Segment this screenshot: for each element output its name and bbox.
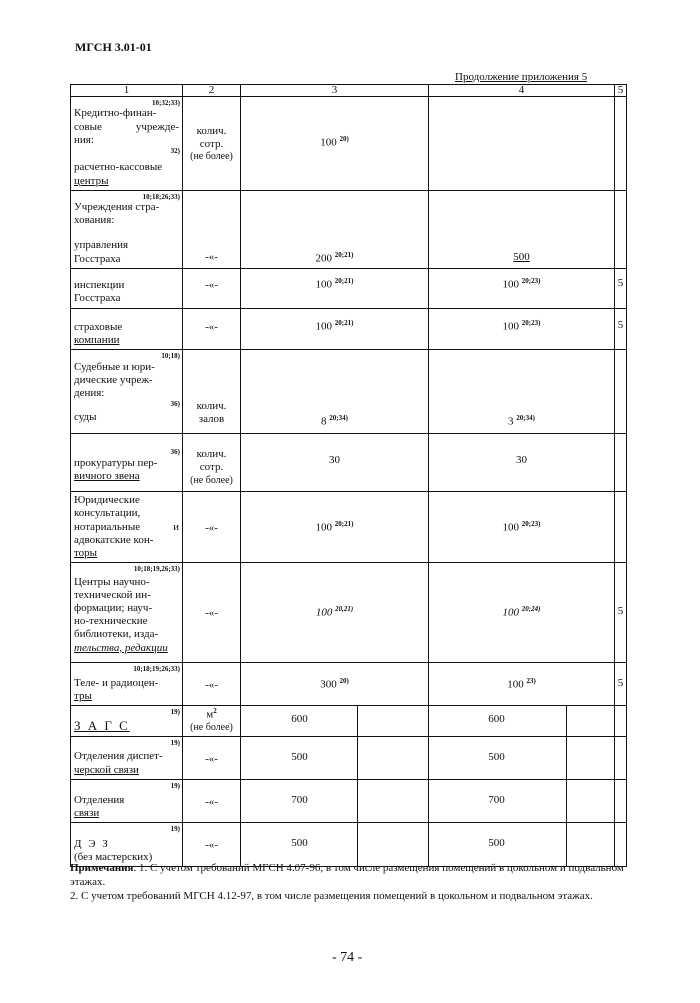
unit-line: залов bbox=[198, 413, 225, 426]
value: -«- bbox=[205, 839, 218, 852]
row-label bbox=[71, 190, 183, 268]
row-label bbox=[71, 663, 183, 706]
label-line: библиотеки, изда- bbox=[74, 628, 159, 641]
row-label bbox=[71, 434, 183, 492]
value-cell bbox=[429, 308, 615, 349]
row-label bbox=[71, 97, 183, 191]
unit-line: м bbox=[206, 708, 214, 721]
value-cell bbox=[615, 268, 627, 308]
value: 500 bbox=[291, 750, 308, 763]
value: 30 bbox=[516, 454, 527, 467]
value: 500 bbox=[513, 250, 530, 263]
value-cell bbox=[429, 779, 615, 823]
label-line: Юридические bbox=[74, 494, 140, 507]
footnote-ref: 19) bbox=[170, 707, 180, 716]
value: 8 bbox=[321, 415, 327, 428]
label-line: Теле- и радиоцен- bbox=[74, 676, 159, 689]
footnote-ref: 20;23) bbox=[521, 276, 541, 285]
footnote-ref: 36) bbox=[170, 400, 180, 409]
note-1 bbox=[70, 861, 630, 889]
subdivider bbox=[566, 779, 567, 824]
label-line: ния: bbox=[74, 133, 94, 146]
value: 100 bbox=[502, 606, 520, 619]
unit-cell bbox=[183, 268, 241, 308]
value-cell bbox=[615, 434, 627, 492]
value: 30 bbox=[329, 454, 340, 467]
value-cell bbox=[241, 350, 429, 434]
subdivider bbox=[566, 705, 567, 737]
col-header: 5 bbox=[615, 85, 627, 97]
value: 700 bbox=[291, 793, 308, 806]
value-cell bbox=[615, 190, 627, 268]
table-row bbox=[71, 308, 627, 349]
unit-cell bbox=[183, 492, 241, 563]
row-label bbox=[71, 779, 183, 823]
value: 5 bbox=[617, 605, 624, 618]
label-line: Госстраха bbox=[74, 252, 121, 265]
label-line: нотариальные и bbox=[74, 520, 179, 533]
value-cell bbox=[429, 492, 615, 563]
col-header: 4 bbox=[429, 85, 615, 97]
label-line: прокуратуры пер- bbox=[74, 456, 158, 469]
unit-sup: 2 bbox=[213, 706, 217, 715]
footnote-ref: 20) bbox=[339, 677, 349, 686]
label-line: Центры научно- bbox=[74, 575, 150, 588]
label-line: но-технические bbox=[74, 615, 148, 628]
note-2: 2. С учетом требований МГСН 4.12-97, в том числе размещения помещений в цокольном и подвальном этажах. bbox=[70, 890, 593, 902]
label-line: компании bbox=[74, 334, 120, 347]
value: 3 bbox=[508, 415, 514, 428]
value-cell bbox=[429, 97, 615, 191]
value: 100 bbox=[507, 678, 524, 691]
subdivider bbox=[357, 736, 358, 780]
label-line: Госстраха bbox=[74, 292, 121, 305]
row-label bbox=[71, 736, 183, 779]
value: -«- bbox=[205, 278, 218, 291]
table-row bbox=[71, 97, 627, 191]
label-line: З А Г С bbox=[74, 718, 130, 734]
value: 200 bbox=[315, 252, 333, 265]
value-cell bbox=[615, 705, 627, 736]
label-line: тельства, редакции bbox=[74, 641, 168, 654]
label-line: связи bbox=[74, 807, 100, 820]
value: -«- bbox=[205, 795, 218, 808]
footnote-ref: 20;23) bbox=[521, 318, 541, 327]
label-line: Судебные и юри- bbox=[74, 360, 155, 373]
value: 100 bbox=[502, 320, 520, 333]
col-header: 2 bbox=[183, 85, 241, 97]
footnote-ref: 20;34) bbox=[516, 414, 535, 423]
subdivider bbox=[357, 779, 358, 824]
subdivider bbox=[566, 736, 567, 780]
label-line: вичного звена bbox=[74, 469, 140, 482]
row-label bbox=[71, 308, 183, 349]
value: 100 bbox=[315, 320, 333, 333]
unit-line: колич. bbox=[196, 448, 227, 461]
value: -«- bbox=[205, 679, 218, 692]
value: 600 bbox=[488, 712, 505, 725]
value-cell bbox=[241, 736, 429, 779]
unit-cell bbox=[183, 97, 241, 191]
unit-cell bbox=[183, 434, 241, 492]
value: 600 bbox=[291, 712, 308, 725]
row-label bbox=[71, 563, 183, 663]
table-row bbox=[71, 563, 627, 663]
value-cell bbox=[429, 563, 615, 663]
footnote-ref: 20) bbox=[339, 135, 349, 143]
unit-line: (не более) bbox=[190, 474, 233, 486]
label-line: технической ин- bbox=[74, 588, 151, 601]
table-row bbox=[71, 663, 627, 706]
value-cell bbox=[241, 268, 429, 308]
value: 100 bbox=[320, 136, 337, 149]
value: 100 bbox=[315, 278, 333, 291]
footnote-ref: 19) bbox=[170, 738, 180, 747]
header-row bbox=[71, 85, 627, 97]
footnote-ref: 10;32;33) bbox=[152, 99, 180, 107]
footnote-ref: 20,21) bbox=[335, 605, 354, 614]
unit-line: (не более) bbox=[190, 721, 233, 733]
value: 100 bbox=[502, 521, 520, 534]
value: 500 bbox=[488, 750, 505, 763]
footnote-ref: 36) bbox=[170, 448, 180, 457]
unit-line: колич. bbox=[196, 400, 227, 413]
footnote-ref: 10;18) bbox=[161, 352, 180, 361]
footnote-ref: 19) bbox=[170, 825, 180, 834]
label-line: расчетно-кассовые bbox=[74, 161, 163, 174]
value: 300 bbox=[320, 678, 337, 691]
label-line: центры bbox=[74, 174, 109, 187]
label-line: инспекции bbox=[74, 278, 125, 291]
row-label bbox=[71, 492, 183, 563]
value: -«- bbox=[205, 250, 218, 263]
label-line: Кредитно-финан- bbox=[74, 107, 157, 120]
value-cell bbox=[429, 190, 615, 268]
notes bbox=[70, 861, 630, 903]
unit-cell bbox=[183, 308, 241, 349]
value: 100 bbox=[502, 278, 520, 291]
value-cell bbox=[615, 308, 627, 349]
value-cell bbox=[241, 308, 429, 349]
label-line: Д Э З bbox=[74, 837, 110, 850]
footnote-ref: 20;24) bbox=[521, 605, 541, 614]
label-line: совые учрежде- bbox=[74, 120, 179, 133]
unit-cell bbox=[183, 563, 241, 663]
norms-table bbox=[70, 84, 627, 867]
unit-cell bbox=[183, 350, 241, 434]
value: 500 bbox=[488, 837, 505, 850]
label-line: черской связи bbox=[74, 763, 139, 776]
doc-code: МГСН 3.01-01 bbox=[75, 40, 152, 54]
table-row bbox=[71, 268, 627, 308]
value-cell bbox=[615, 736, 627, 779]
label-line: управления bbox=[74, 239, 129, 252]
value: 100 bbox=[315, 606, 333, 619]
value-cell bbox=[429, 705, 615, 736]
row-label bbox=[71, 268, 183, 308]
value-cell bbox=[615, 350, 627, 434]
notes-label: Примечания bbox=[70, 862, 134, 874]
value-cell bbox=[615, 663, 627, 706]
label-line: Учреждения стра- bbox=[74, 201, 160, 214]
footnote-ref: 20;21) bbox=[334, 520, 354, 529]
label-line: адвокатские кон- bbox=[74, 533, 154, 546]
value-cell bbox=[241, 190, 429, 268]
unit-line: (не более) bbox=[190, 151, 233, 163]
footnote-ref: 20;34) bbox=[329, 414, 348, 423]
unit-cell bbox=[183, 736, 241, 779]
col-header: 3 bbox=[241, 85, 429, 97]
label-line: страховые bbox=[74, 320, 123, 333]
label-line: консультации, bbox=[74, 507, 141, 520]
value-cell bbox=[615, 563, 627, 663]
value-cell bbox=[429, 663, 615, 706]
footnote-ref: 20;21) bbox=[334, 318, 354, 327]
table-row bbox=[71, 190, 627, 268]
table-row bbox=[71, 434, 627, 492]
value-cell bbox=[429, 736, 615, 779]
value: 700 bbox=[488, 793, 505, 806]
footnote-ref: 20;21) bbox=[334, 250, 354, 259]
value: -«- bbox=[205, 320, 218, 333]
unit-cell bbox=[183, 779, 241, 823]
footnote-ref: 19) bbox=[170, 781, 180, 790]
value: 5 bbox=[617, 677, 624, 690]
continuation-label: Продолжение приложения 5 bbox=[455, 71, 588, 83]
footnote-ref: 32) bbox=[170, 146, 180, 155]
label-line: торы bbox=[74, 546, 98, 559]
value: 100 bbox=[315, 521, 333, 534]
unit-line: колич. bbox=[196, 125, 227, 137]
table-row bbox=[71, 736, 627, 779]
row-label bbox=[71, 705, 183, 736]
value-cell bbox=[241, 97, 429, 191]
label-line: (без мастерских) bbox=[74, 851, 153, 864]
label-line: тры bbox=[74, 689, 92, 702]
value-cell bbox=[429, 434, 615, 492]
unit-cell bbox=[183, 705, 241, 736]
footnote-ref: 10;18;19;26;33) bbox=[133, 665, 180, 674]
footnote-ref: 20;21) bbox=[334, 276, 354, 285]
value-cell bbox=[615, 492, 627, 563]
table-row bbox=[71, 705, 627, 736]
value-cell bbox=[241, 563, 429, 663]
footnote-ref: 10;18;19,26;33) bbox=[133, 565, 180, 574]
label-line: хования: bbox=[74, 214, 115, 227]
value: 5 bbox=[617, 318, 624, 331]
footnote-ref: 10;18;26;33) bbox=[142, 192, 180, 201]
unit-line: сотр. bbox=[199, 461, 224, 474]
label-line: дические учреж- bbox=[74, 373, 153, 386]
label-line: Отделения bbox=[74, 794, 125, 807]
value-cell bbox=[241, 492, 429, 563]
unit-cell bbox=[183, 663, 241, 706]
value-cell bbox=[615, 97, 627, 191]
table-row bbox=[71, 492, 627, 563]
label-line: Отделения диспет- bbox=[74, 750, 163, 763]
value-cell bbox=[241, 434, 429, 492]
value-cell bbox=[429, 350, 615, 434]
value-cell bbox=[241, 663, 429, 706]
value: 500 bbox=[291, 837, 308, 850]
value: 5 bbox=[617, 276, 624, 289]
value-cell bbox=[241, 779, 429, 823]
value-cell bbox=[429, 268, 615, 308]
table-row bbox=[71, 350, 627, 434]
note-text: . 1. С учетом требований МГСН 4.07-96, в том числе размещения помещений в цокольном и подвальном этажах. bbox=[70, 862, 624, 888]
table-row bbox=[71, 779, 627, 823]
unit-cell bbox=[183, 190, 241, 268]
footnote-ref: 20;23) bbox=[521, 520, 541, 529]
unit-line: сотр. bbox=[199, 138, 224, 151]
value: -«- bbox=[205, 607, 218, 620]
value-cell bbox=[615, 779, 627, 823]
value: -«- bbox=[205, 522, 218, 535]
value-cell bbox=[241, 705, 429, 736]
page-number: - 74 - bbox=[332, 950, 363, 965]
label-line: дения: bbox=[74, 387, 105, 399]
subdivider bbox=[357, 705, 358, 737]
label-line: формации; науч- bbox=[74, 601, 153, 614]
value: -«- bbox=[205, 752, 218, 765]
row-label bbox=[71, 350, 183, 434]
footnote-ref: 23) bbox=[526, 677, 536, 686]
col-header: 1 bbox=[71, 85, 183, 97]
label-line: суды bbox=[74, 410, 97, 423]
